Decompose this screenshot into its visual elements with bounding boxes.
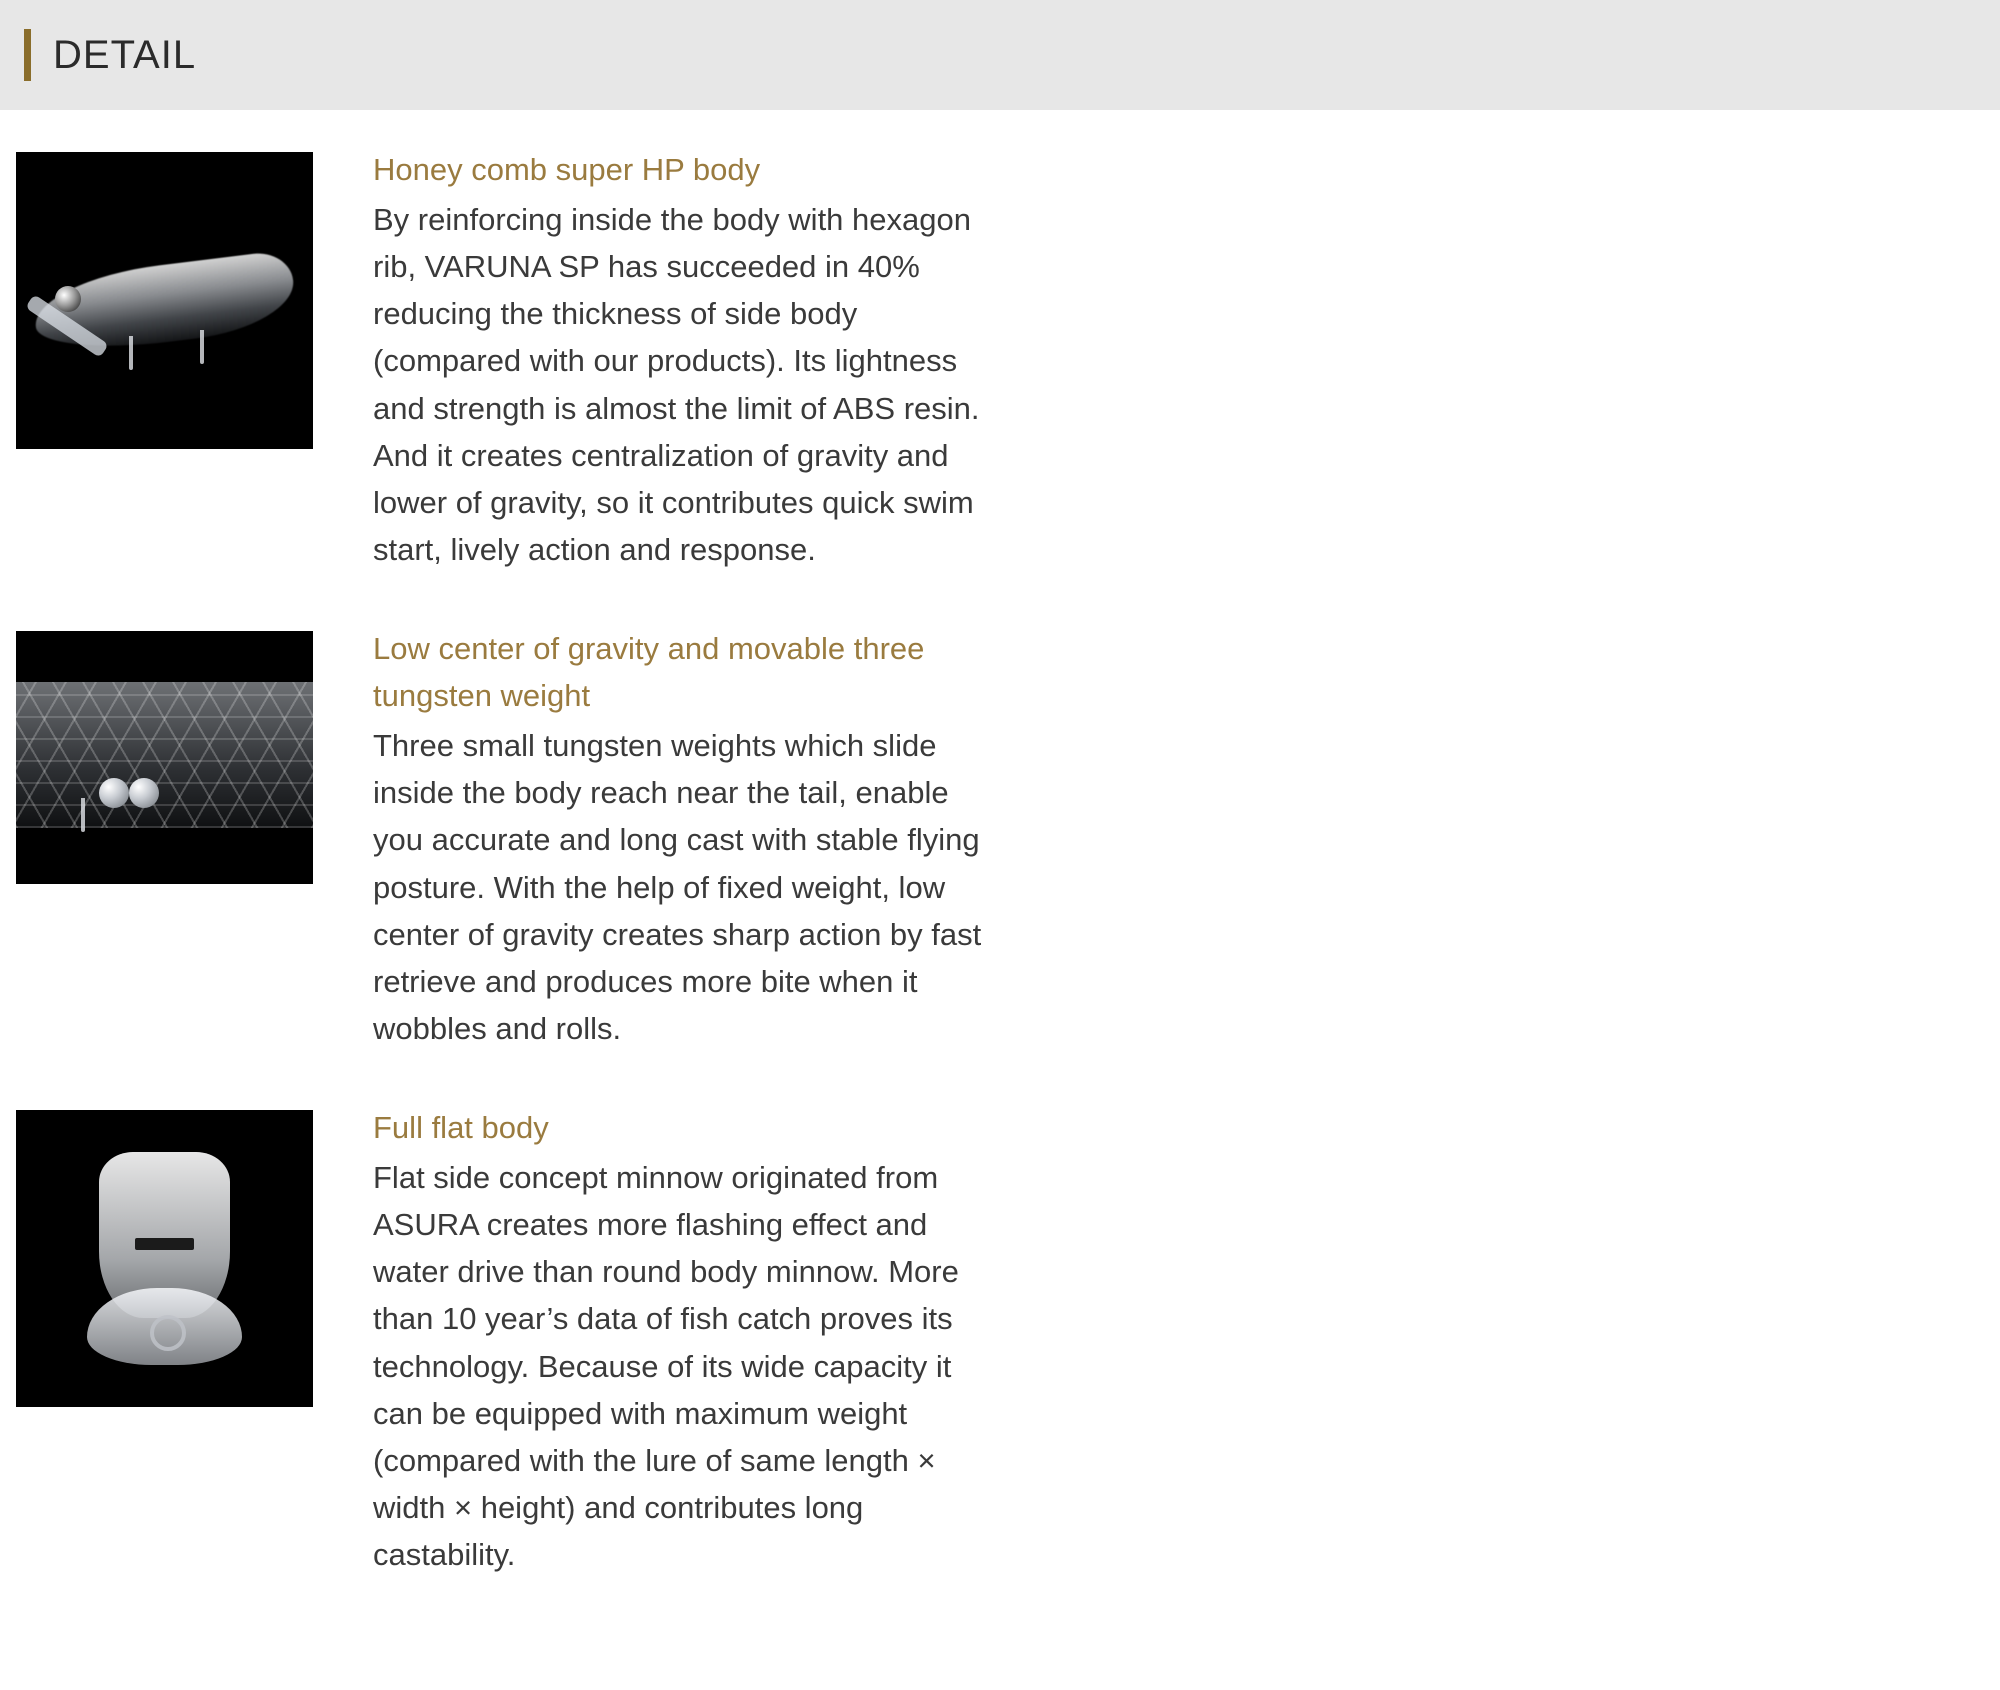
page-title: DETAIL	[53, 32, 197, 77]
honeycomb-internal-structure-photo	[16, 631, 313, 884]
feature-text-block	[313, 625, 986, 1052]
detail-section-header	[0, 0, 2000, 110]
lure-side-view-photo	[16, 152, 313, 449]
tungsten-weight	[129, 778, 159, 808]
lure-hook	[129, 336, 133, 370]
feature-item	[16, 146, 1016, 573]
feature-body: Three small tungsten weights which slide inside the body reach near the tail, enable you accurate and long cast with stable flying posture. With the help of fixed weight, low center of gravity creates sharp action by fast retrieve and produces more bite when it wobbles and rolls.	[373, 728, 982, 1046]
detail-content	[0, 110, 2000, 1690]
lure-front-view-photo	[16, 1110, 313, 1407]
feature-text-block	[313, 146, 986, 573]
feature-title: Low center of gravity and movable three tungsten weight	[373, 630, 925, 714]
tungsten-weight	[99, 778, 129, 808]
lure-eye	[55, 286, 81, 312]
lure-front-slot	[135, 1238, 194, 1250]
feature-item	[16, 625, 1016, 1052]
lure-hook	[81, 798, 85, 832]
feature-title: Full flat body	[373, 1109, 549, 1145]
feature-row-2	[16, 1104, 1970, 1630]
feature-body: Flat side concept minnow originated from ASURA creates more flashing effect and water drive than round body minnow. More than 10 year’s data of fish catch proves its technology. Because of its wide capacity it can be equipped with maximum weight (compared with the lure of same length × width × height) and contributes long castability.	[373, 1160, 959, 1572]
feature-row-1	[16, 146, 1970, 1104]
honeycomb-pattern	[16, 682, 313, 829]
feature-item	[16, 1104, 1016, 1578]
accent-bar	[24, 29, 31, 81]
feature-title: Honey comb super HP body	[373, 152, 761, 187]
feature-text-block	[313, 1104, 986, 1578]
lure-hook	[200, 330, 204, 364]
lure-line-eye	[150, 1315, 186, 1351]
feature-body: By reinforcing inside the body with hexagon rib, VARUNA SP has succeeded in 40% reducing the thickness of side body (compared with our products). Its lightness and strength is almost the limit of ABS resin. And it creates centralization of gravity and lower of gravity, so it contributes quick swim start, lively action and response.	[373, 202, 980, 567]
